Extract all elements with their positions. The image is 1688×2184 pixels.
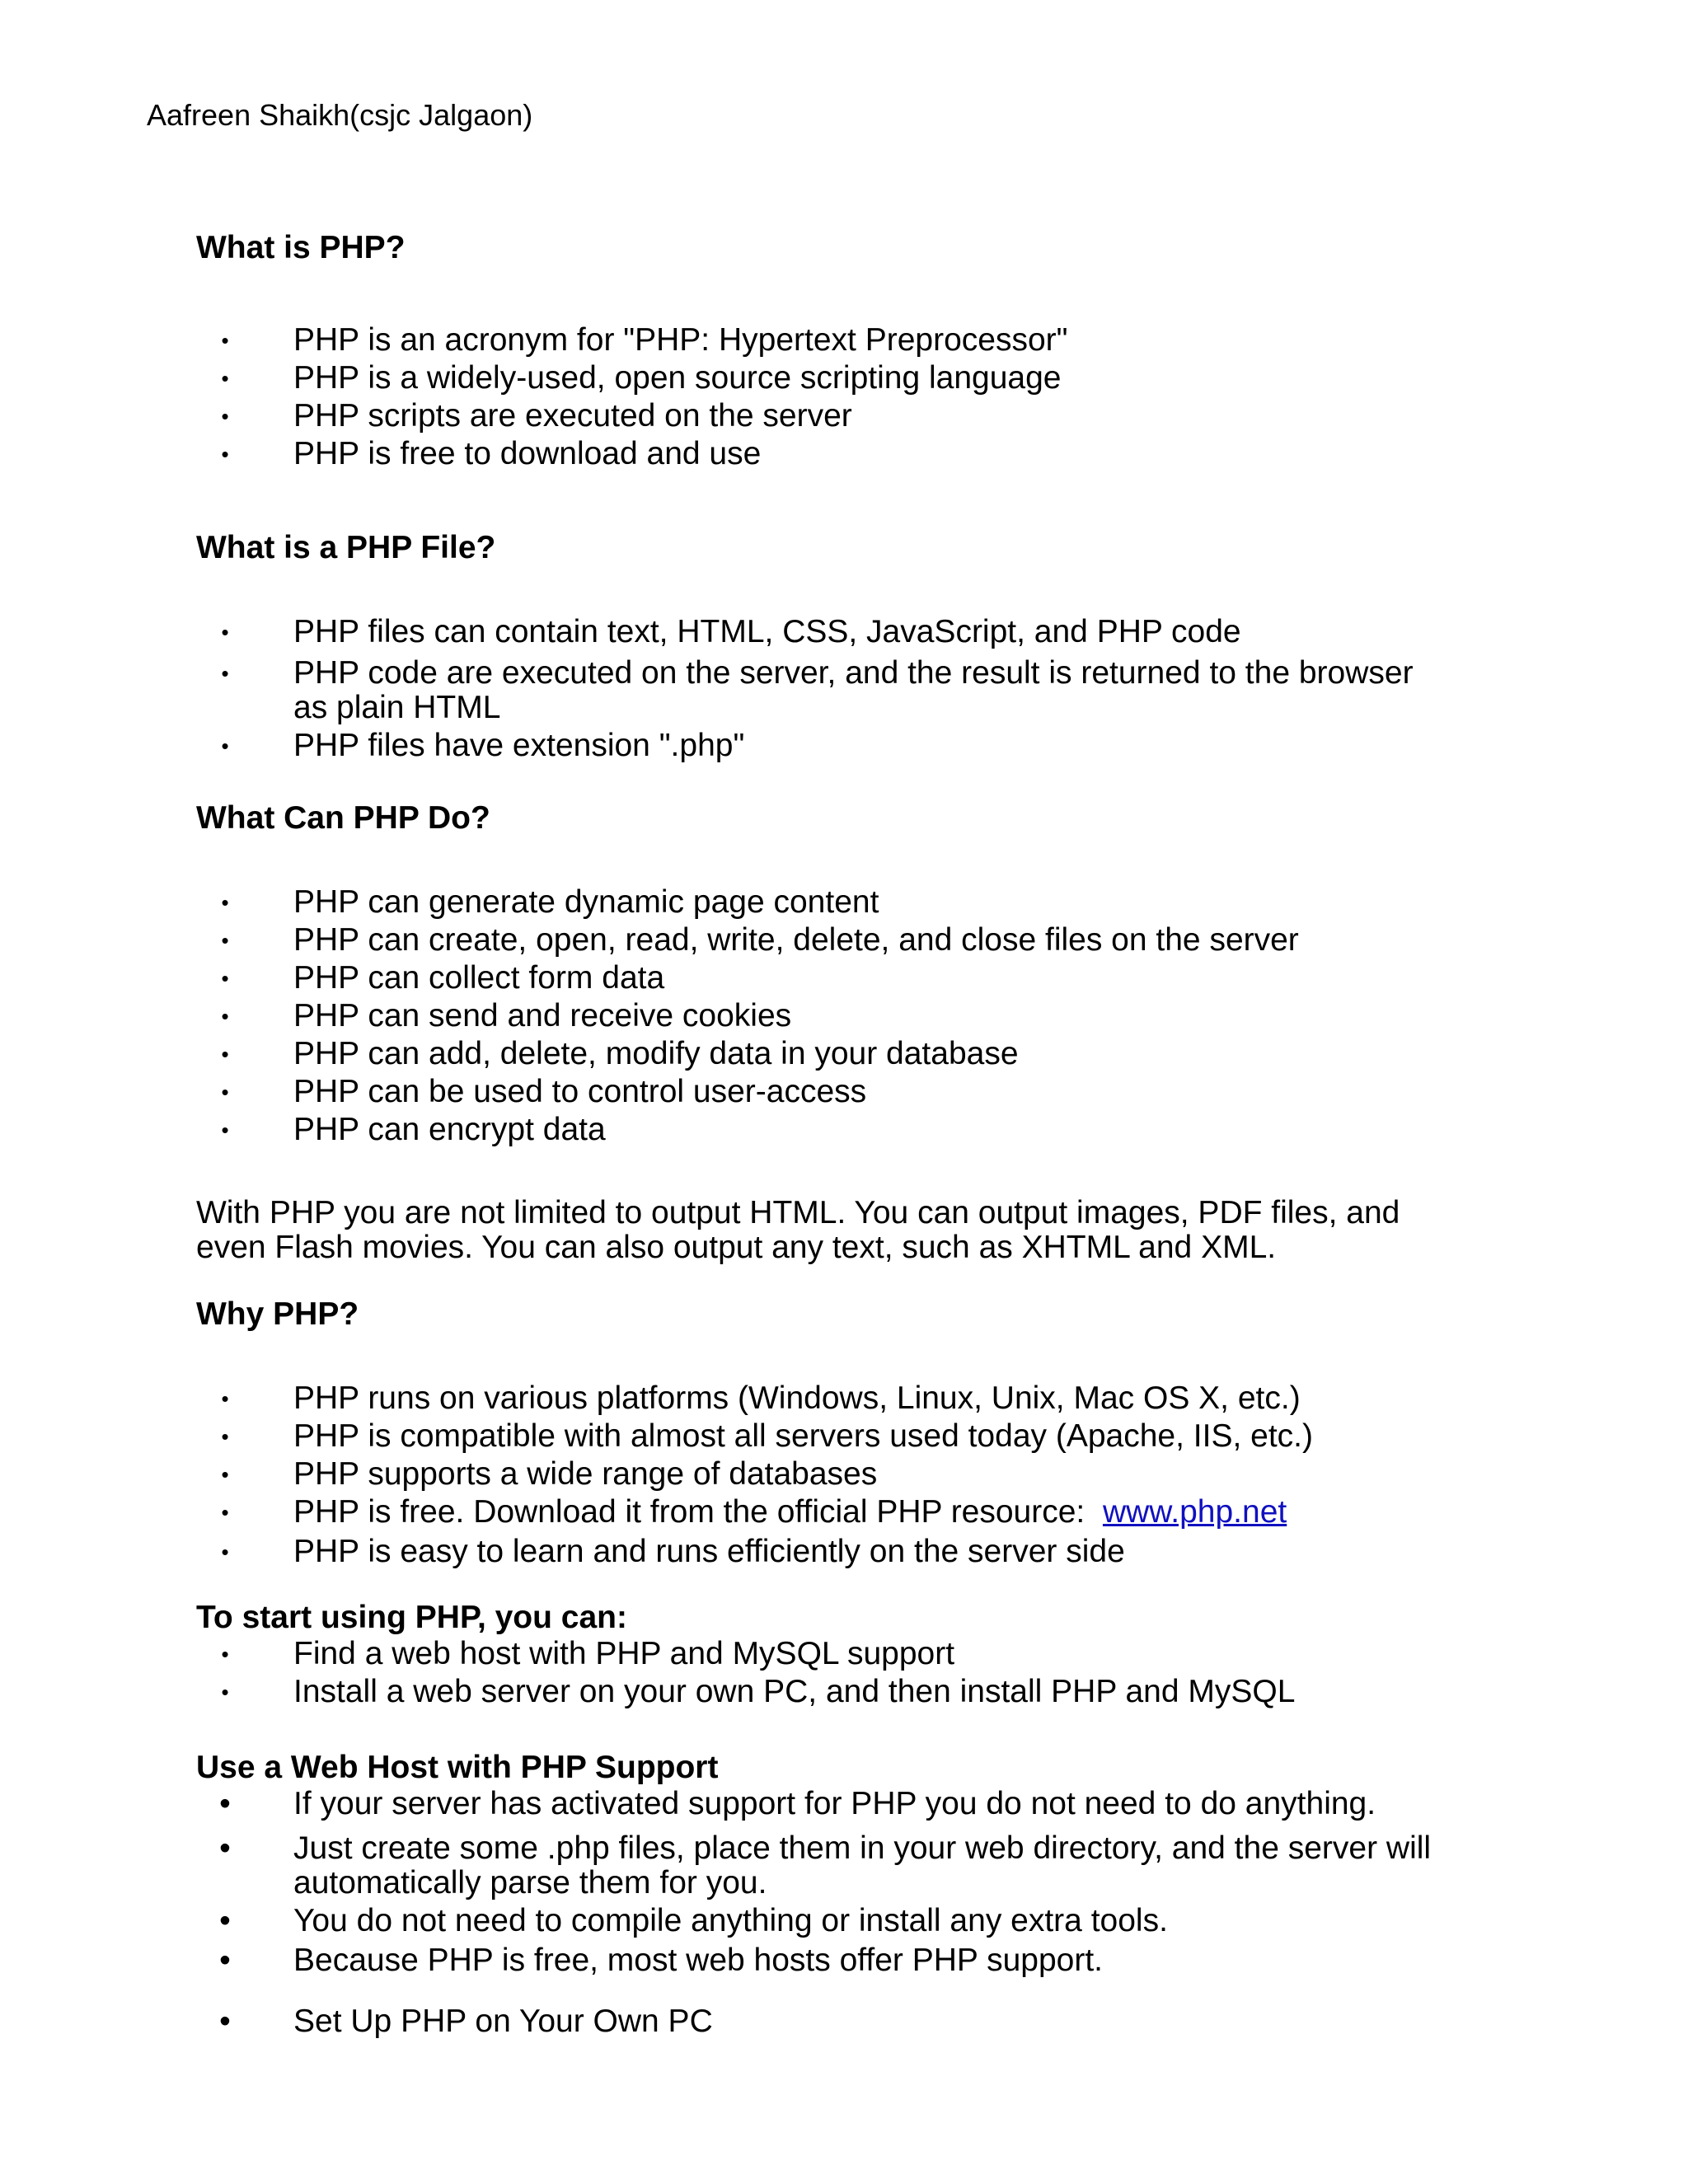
bullet: • bbox=[221, 404, 229, 429]
bullet: • bbox=[221, 1462, 229, 1487]
bullet: • bbox=[221, 328, 229, 353]
bullet: • bbox=[221, 1080, 229, 1104]
bullet: • bbox=[221, 733, 229, 758]
php-net-link[interactable]: www.php.net bbox=[1102, 1494, 1287, 1530]
bullet: • bbox=[221, 1386, 229, 1411]
bullet: • bbox=[221, 928, 229, 953]
heading-web-host: Use a Web Host with PHP Support bbox=[196, 1750, 719, 1785]
bullet: • bbox=[219, 1830, 231, 1866]
bullet: • bbox=[221, 1540, 229, 1564]
bullet: • bbox=[219, 1903, 231, 1938]
bullet: • bbox=[221, 1500, 229, 1525]
bullet: • bbox=[219, 1786, 231, 1821]
bullet: • bbox=[221, 442, 229, 466]
bullet: • bbox=[219, 2004, 231, 2039]
bullet: • bbox=[221, 1118, 229, 1142]
bullet: • bbox=[221, 966, 229, 991]
bullet: • bbox=[221, 1680, 229, 1704]
heading-why-php: Why PHP? bbox=[196, 1296, 359, 1332]
bullet: • bbox=[221, 661, 229, 686]
heading-what-can-php-do: What Can PHP Do? bbox=[196, 800, 490, 836]
bullet: • bbox=[221, 890, 229, 915]
bullet: • bbox=[221, 620, 229, 644]
output-paragraph: With PHP you are not limited to output HTML. You can output images, PDF files, and even Flash movies. You can also output any text, such as XHTML and XML. bbox=[196, 1195, 1400, 1265]
bullet: • bbox=[221, 1642, 229, 1666]
bullet: • bbox=[221, 1424, 229, 1449]
bullet: • bbox=[221, 1042, 229, 1066]
heading-start-using-php: To start using PHP, you can: bbox=[196, 1600, 627, 1635]
bullet: • bbox=[219, 1943, 231, 1978]
bullet: • bbox=[221, 366, 229, 391]
bullet: • bbox=[221, 1004, 229, 1029]
heading-what-is-php-file: What is a PHP File? bbox=[196, 530, 496, 565]
heading-what-is-php: What is PHP? bbox=[196, 230, 406, 265]
author-line: Aafreen Shaikh(csjc Jalgaon) bbox=[147, 98, 533, 132]
